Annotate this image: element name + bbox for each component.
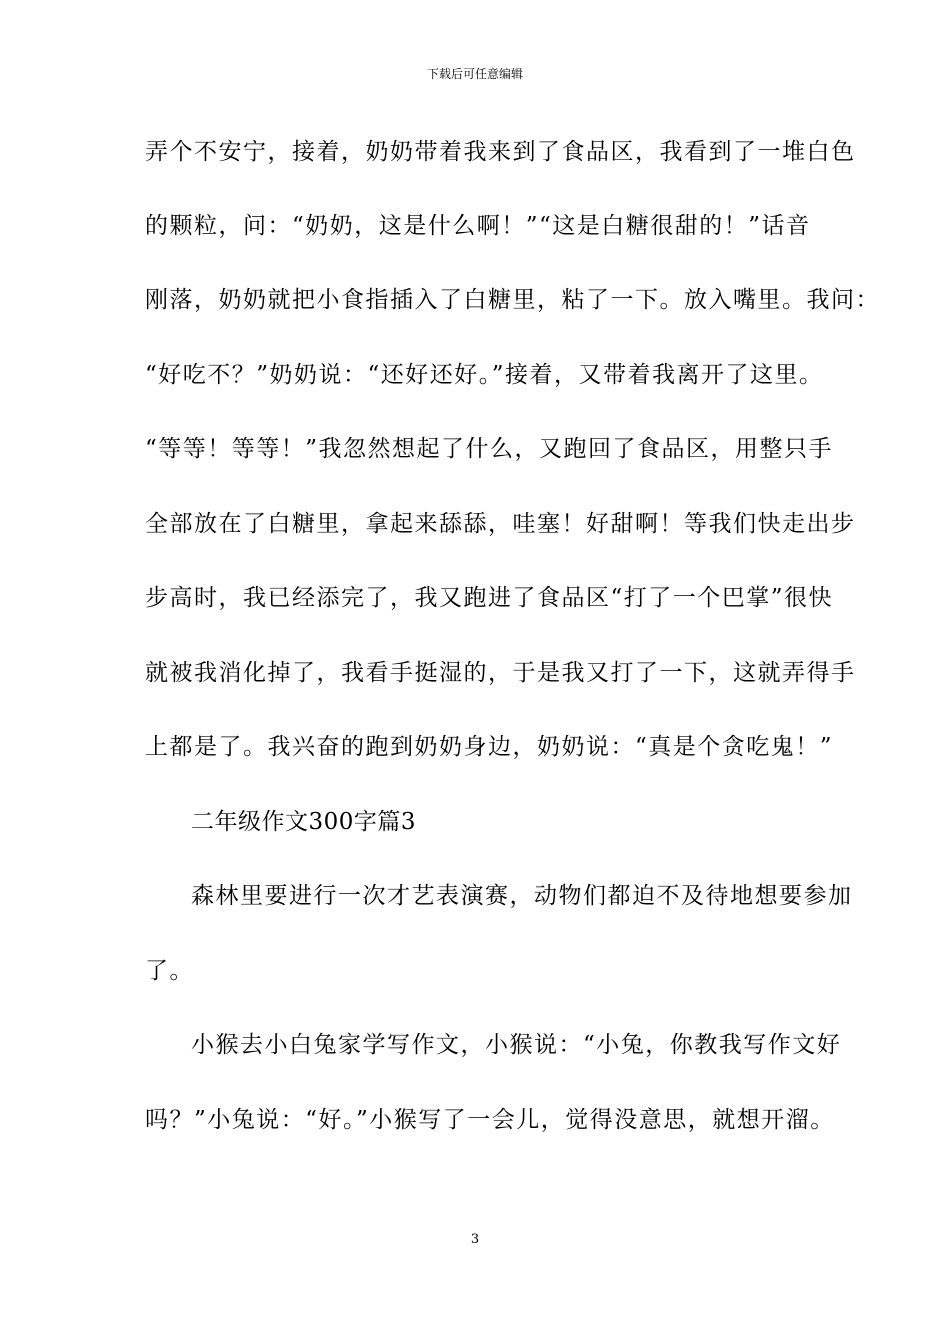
body-line-13: 小猴去小白兔家学写作文，小猴说：“小兔，你教我写作文好 [191, 1032, 842, 1058]
body-line-3: 刚落，奶奶就把小食指插入了白糖里，粘了一下。放入嘴里。我问： [145, 287, 880, 313]
body-line-2: 的颗粒，问：“奶奶，这是什么啊！”“这是白糖很甜的！”话音 [145, 213, 811, 239]
body-line-1: 弄个不安宁，接着，奶奶带着我来到了食品区，我看到了一堆白色 [145, 139, 856, 165]
body-line-11: 森林里要进行一次才艺表演赛，动物们都迫不及待地想要参加 [191, 883, 853, 909]
page-header: 下载后可任意编辑 [426, 67, 523, 81]
body-line-7: 步高时，我已经添完了，我又跑进了食品区“打了一个巴掌”很快 [145, 585, 834, 611]
body-line-6: 全部放在了白糖里，拿起来舔舔，哇塞！好甜啊！等我们快走出步 [145, 511, 856, 537]
body-line-12: 了。 [145, 958, 194, 984]
body-line-9: 上都是了。我兴奋的跑到奶奶身边，奶奶说：“真是个贪吃鬼！” [145, 734, 834, 760]
body-line-4: “好吃不？”奶奶说：“还好还好。”接着，又带着我离开了这里。 [145, 362, 824, 388]
section-heading: 二年级作文300字篇3 [191, 809, 417, 835]
body-line-8: 就被我消化掉了，我看手挺湿的，于是我又打了一下，这就弄得手 [145, 660, 856, 686]
page-number: 3 [470, 1232, 480, 1247]
body-line-5: “等等！等等！”我忽然想起了什么，又跑回了食品区，用整只手 [145, 436, 834, 462]
body-line-14: 吗？”小兔说：“好。”小猴写了一会儿，觉得没意思，就想开溜。 [145, 1107, 835, 1133]
